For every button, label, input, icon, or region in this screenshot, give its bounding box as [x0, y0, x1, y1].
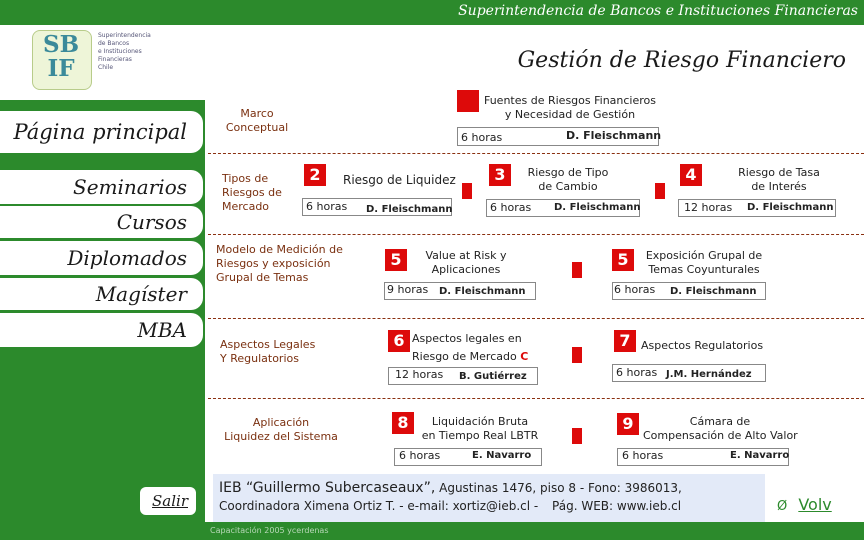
module-6-suffix: C — [520, 350, 529, 363]
section-marco-conceptual — [222, 107, 292, 135]
volver-link[interactable] — [777, 495, 832, 514]
section-divider — [208, 318, 864, 319]
module-2-title: Riesgo de Liquidez — [343, 173, 456, 187]
module-5a-hours: 9 horas — [387, 283, 429, 296]
module-7-title: Aspectos Regulatorios — [641, 339, 764, 352]
section-line: Modelo de Medición de — [216, 243, 343, 256]
volver-label: Volv — [798, 495, 832, 514]
section-line: Aplicación — [252, 416, 310, 429]
module-8-hours: 6 horas — [399, 449, 441, 462]
module-1-marker — [457, 90, 479, 112]
arrow-icon — [572, 262, 582, 278]
module-title-line: Compensación de Alto Valor — [643, 429, 798, 442]
module-title-line: Value at Risk y — [425, 249, 507, 262]
module-8-number: 8 — [392, 412, 414, 434]
module-7-instructor: J.M. Hernández — [666, 369, 752, 380]
org-title: Superintendencia de Bancos e Instituciones Financieras — [458, 3, 858, 19]
ieb-line-1 — [219, 481, 682, 495]
module-9-title — [643, 415, 797, 443]
logo-text-line: Superintendencia — [98, 32, 151, 39]
section-line: Liquidez del Sistema — [224, 430, 338, 443]
module-3-number: 3 — [489, 164, 511, 186]
page-title: Gestión de Riesgo Financiero — [517, 48, 846, 73]
ieb-name: IEB “Guillermo Subercaseaux”, — [219, 480, 436, 496]
module-title-line: Riesgo de Mercado — [412, 350, 517, 363]
module-title-line: Cámara de — [689, 415, 751, 428]
module-title-line: Exposición Grupal de — [645, 249, 763, 262]
module-5b-instructor: D. Fleischmann — [670, 286, 757, 297]
module-title-line: Riesgo de Tipo — [527, 166, 609, 179]
module-4-instructor: D. Fleischmann — [747, 202, 834, 213]
module-5a-instructor: D. Fleischmann — [439, 286, 526, 297]
module-5b-title — [642, 249, 766, 277]
module-4-title — [720, 166, 838, 194]
section-line: Aspectos Legales — [220, 338, 316, 351]
module-2-instructor: D. Fleischmann — [366, 204, 453, 215]
section-divider — [208, 234, 864, 235]
logo-letters — [32, 33, 90, 81]
module-5b-number: 5 — [612, 249, 634, 271]
ieb-line-2 — [219, 499, 681, 513]
module-2-number: 2 — [304, 164, 326, 186]
ieb-address: Agustinas 1476, piso 8 - Fono: 3986013, — [439, 481, 682, 495]
section-divider — [208, 398, 864, 399]
arrow-icon — [655, 183, 665, 199]
module-7-number: 7 — [614, 330, 636, 352]
logo-text-line: de Bancos — [98, 40, 130, 47]
module-8-instructor: E. Navarro — [472, 450, 532, 461]
section-divider — [208, 153, 864, 154]
module-9-hours: 6 horas — [622, 449, 664, 462]
nav-magister[interactable]: Magíster — [0, 278, 203, 310]
nav-diplomados[interactable]: Diplomados — [0, 241, 203, 275]
module-5a-number: 5 — [385, 249, 407, 271]
module-1-title — [480, 94, 660, 122]
nav-cursos[interactable]: Cursos — [0, 206, 203, 238]
arrow-bullet-icon: Ø — [777, 499, 788, 514]
nav-pagina-principal[interactable]: Página principal — [0, 111, 203, 153]
module-9-instructor: E. Navarro — [730, 450, 790, 461]
section-line: Y Regulatorios — [220, 352, 299, 365]
module-4-number: 4 — [680, 164, 702, 186]
section-line: Riesgos de — [222, 186, 282, 199]
section-tipos-riesgos — [222, 172, 282, 214]
module-title-line: Riesgo de Tasa — [738, 166, 820, 179]
module-1-instructor: D. Fleischmann — [566, 129, 662, 142]
module-title-line: Temas Coyunturales — [648, 263, 760, 276]
module-title-line: y Necesidad de Gestión — [504, 108, 636, 121]
arrow-icon — [572, 428, 582, 444]
arrow-icon — [572, 347, 582, 363]
logo-text — [98, 32, 178, 72]
module-6-instructor: B. Gutiérrez — [459, 371, 527, 382]
footer-text: Capacitación 2005 ycerdenas — [210, 526, 329, 535]
logo-text-line: Chile — [98, 64, 114, 71]
module-1-hours: 6 horas — [461, 131, 503, 144]
section-line: Mercado — [222, 200, 270, 213]
ieb-coordinator: Coordinadora Ximena Ortiz T. - e-mail: xortiz@ieb.cl - — [219, 499, 539, 513]
module-9-number: 9 — [617, 413, 639, 435]
module-title-line: Aplicaciones — [431, 263, 501, 276]
section-aspectos-legales — [220, 338, 315, 366]
module-6-title-line-1: Aspectos legales en — [412, 332, 522, 345]
module-5b-hours: 6 horas — [614, 283, 656, 296]
section-line: Riesgos y exposición — [216, 257, 331, 270]
ieb-web: Pág. WEB: www.ieb.cl — [552, 499, 682, 513]
section-line: Conceptual — [225, 121, 289, 134]
module-3-hours: 6 horas — [490, 201, 532, 214]
module-title-line: de Interés — [751, 180, 807, 193]
module-7-hours: 6 horas — [616, 366, 658, 379]
logo-text-line: Financieras — [98, 56, 132, 63]
section-modelo-medicion — [216, 243, 343, 285]
section-line: Marco — [240, 107, 274, 120]
logo-text-line: e Instituciones — [98, 48, 142, 55]
logo-letters-top: SB — [42, 31, 80, 58]
module-title-line: de Cambio — [538, 180, 598, 193]
module-2-hours: 6 horas — [306, 200, 348, 213]
module-title-line: Fuentes de Riesgos Financieros — [483, 94, 656, 107]
section-line: Tipos de — [222, 172, 269, 185]
logo-letters-bottom: IF — [47, 55, 75, 82]
nav-seminarios[interactable]: Seminarios — [0, 170, 203, 204]
section-aplicacion-liquidez — [222, 416, 340, 444]
module-title-line: Liquidación Bruta — [431, 415, 529, 428]
module-6-title-line-2 — [412, 350, 528, 364]
module-8-title — [418, 415, 542, 443]
module-6-hours: 12 horas — [395, 368, 444, 381]
module-3-title — [520, 166, 616, 194]
salir-link[interactable]: Salir — [140, 487, 196, 515]
arrow-icon — [462, 183, 472, 199]
section-line: Grupal de Temas — [216, 271, 309, 284]
module-4-hours: 12 horas — [684, 201, 733, 214]
module-6-number: 6 — [388, 330, 410, 352]
module-title-line: en Tiempo Real LBTR — [421, 429, 539, 442]
module-5a-title — [414, 249, 518, 277]
nav-mba[interactable]: MBA — [0, 313, 203, 347]
module-3-instructor: D. Fleischmann — [554, 202, 641, 213]
